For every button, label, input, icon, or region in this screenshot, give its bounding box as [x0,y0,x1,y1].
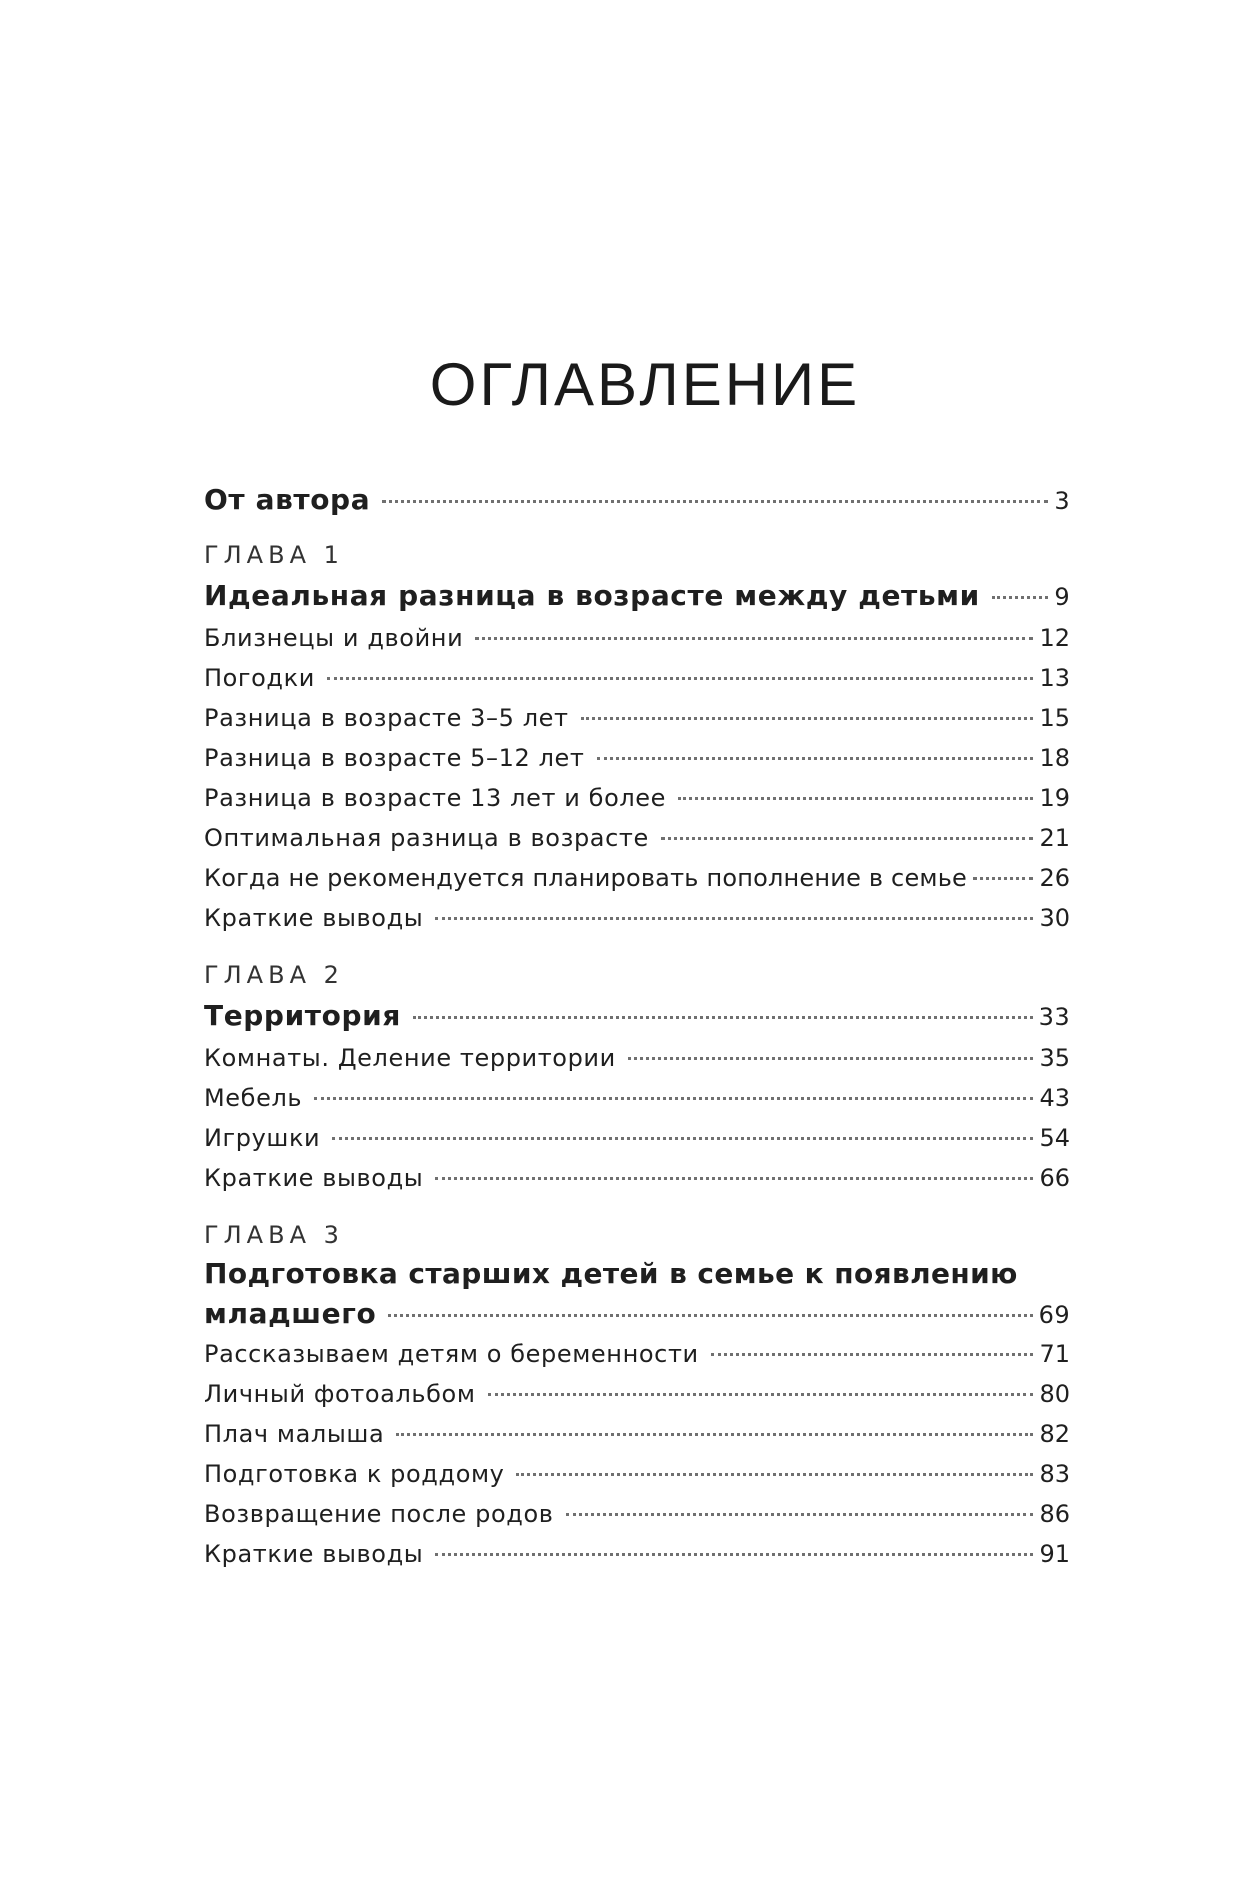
toc-section[interactable] [204,858,1070,898]
toc-entry-title: От автора [204,483,371,516]
toc-entry-title: Территория [204,999,401,1032]
toc-page-number: 9 [1054,583,1070,611]
page-title: ОГЛАВЛЕНИЕ [429,351,861,418]
dot-leader [388,1314,1032,1317]
dot-leader [327,677,1034,680]
toc-page-number: 66 [1039,1164,1070,1192]
toc-entry-title: Близнецы и двойни [204,624,464,652]
toc-page-number: 12 [1039,624,1070,652]
dot-leader [992,596,1048,599]
toc-chapter-heading[interactable] [204,574,1070,618]
toc-entry-title: Рассказываем детям о беременности [204,1340,699,1368]
toc-entry-intro[interactable] [204,478,1070,522]
toc-page-number: 19 [1039,784,1070,812]
toc-page-number: 82 [1039,1420,1070,1448]
toc-section[interactable] [204,898,1070,938]
dot-leader [488,1393,1034,1396]
toc-page-number: 83 [1039,1460,1070,1488]
toc-entry-title: Когда не рекомендуется планировать пополнение в семье [204,864,968,892]
dot-leader [396,1433,1033,1436]
toc-entry-title: Разница в возрасте 3–5 лет [204,704,569,732]
toc-entry-title: Краткие выводы [204,1540,424,1568]
toc-entry-title: Идеальная разница в возрасте между детьми [204,579,980,612]
toc-entry-title: Краткие выводы [204,1164,424,1192]
toc-entry-title: Погодки [204,664,315,692]
toc-page-number: 30 [1039,904,1070,932]
dot-leader [678,797,1033,800]
toc-page-number: 80 [1039,1380,1070,1408]
dot-leader [661,837,1034,840]
dot-leader [435,1177,1033,1180]
toc-section[interactable] [204,618,1070,658]
toc-chapter-heading[interactable] [204,1294,1070,1334]
toc-entry-title: Возвращение после родов [204,1500,554,1528]
dot-leader [581,717,1034,720]
dot-leader [973,877,1033,880]
dot-leader [475,637,1033,640]
toc-section[interactable] [204,738,1070,778]
toc-section[interactable] [204,1334,1070,1374]
dot-leader [711,1353,1034,1356]
dot-leader [628,1057,1034,1060]
toc-page-number: 35 [1039,1044,1070,1072]
dot-leader [332,1137,1033,1140]
table-of-contents [204,478,1070,1574]
toc-entry-title: Краткие выводы [204,904,424,932]
toc-section[interactable] [204,778,1070,818]
toc-page-number: 43 [1039,1084,1070,1112]
toc-page-number: 71 [1039,1340,1070,1368]
toc-page-number: 15 [1039,704,1070,732]
toc-section[interactable] [204,1038,1070,1078]
toc-page-number: 18 [1039,744,1070,772]
toc-page-number: 26 [1039,864,1070,892]
toc-page-number: 33 [1038,1003,1070,1031]
toc-page-number: 21 [1039,824,1070,852]
toc-chapter-heading[interactable] [204,994,1070,1038]
toc-entry-title: Разница в возрасте 13 лет и более [204,784,667,812]
dot-leader [435,917,1033,920]
toc-entry-title: Комнаты. Деление территории [204,1044,616,1072]
toc-chapter-heading-line1[interactable]: Подготовка старших детей в семье к появлению [204,1257,1018,1290]
toc-entry-title: Разница в возрасте 5–12 лет [204,744,585,772]
toc-section[interactable] [204,658,1070,698]
toc-entry-title: младшего [204,1297,377,1330]
chapter-label: ГЛАВА 1 [204,541,344,569]
dot-leader [566,1513,1034,1516]
toc-section[interactable] [204,1118,1070,1158]
toc-page-number: 13 [1039,664,1070,692]
toc-section[interactable] [204,1374,1070,1414]
toc-page-number: 3 [1054,487,1070,515]
toc-entry-title: Подготовка к роддому [204,1460,505,1488]
chapter-label: ГЛАВА 3 [204,1221,344,1249]
dot-leader [413,1016,1033,1019]
toc-section[interactable] [204,698,1070,738]
toc-section[interactable] [204,818,1070,858]
toc-page-number: 91 [1039,1540,1070,1568]
dot-leader [516,1473,1033,1476]
toc-entry-title: Плач малыша [204,1420,385,1448]
toc-section[interactable] [204,1534,1070,1574]
toc-entry-title: Личный фотоальбом [204,1380,476,1408]
chapter-label: ГЛАВА 2 [204,961,344,989]
toc-entry-title: Оптимальная разница в возрасте [204,824,649,852]
dot-leader [435,1553,1033,1556]
toc-page-number: 86 [1039,1500,1070,1528]
toc-page-number: 54 [1039,1124,1070,1152]
toc-section[interactable] [204,1078,1070,1118]
toc-section[interactable] [204,1414,1070,1454]
toc-entry-title: Игрушки [204,1124,321,1152]
dot-leader [314,1097,1033,1100]
toc-section[interactable] [204,1494,1070,1534]
toc-section[interactable] [204,1454,1070,1494]
dot-leader [382,500,1048,503]
toc-section[interactable] [204,1158,1070,1198]
toc-entry-title: Мебель [204,1084,303,1112]
toc-page-number: 69 [1038,1301,1070,1329]
dot-leader [597,757,1034,760]
